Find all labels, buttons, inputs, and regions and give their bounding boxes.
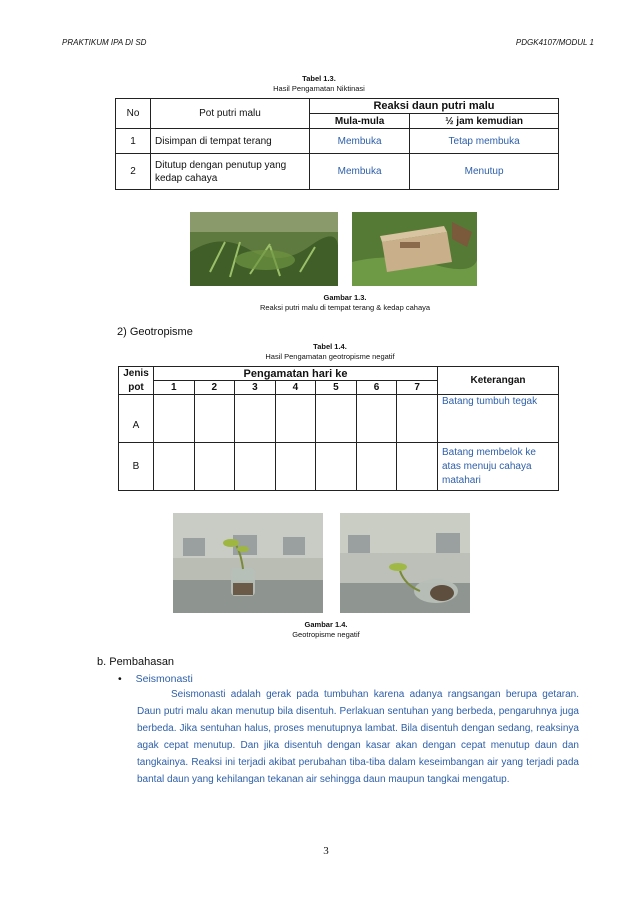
figure14-text: Geotropisme negatif <box>292 630 360 639</box>
section-pembahasan-heading: b. Pembahasan <box>97 656 175 668</box>
table14-header-day: 4 <box>275 381 316 395</box>
table13-cell-no: 1 <box>116 129 151 154</box>
table13-cell-pot: Ditutup dengan penutup yang kedap cahaya <box>151 154 310 190</box>
table-row <box>119 395 559 443</box>
running-header-left: PRAKTIKUM IPA DI SD <box>62 38 147 47</box>
figure14-caption <box>0 620 638 640</box>
table14-header-jenis: Jenis <box>119 367 154 381</box>
table14-subtitle: Hasil Pengamatan geotropisme negatif <box>265 352 395 361</box>
table13 <box>115 98 559 190</box>
table-row <box>116 129 559 154</box>
table13-header-reaksi: Reaksi daun putri malu <box>310 99 559 114</box>
table13-cell-mula: Membuka <box>310 154 410 190</box>
bullet-item <box>118 673 193 685</box>
body-paragraph: Seismonasti adalah gerak pada tumbuhan karena adanya rangsangan berupa getaran. Daun putri malu akan menutup bila disentuh. Perlakuan sentuhan yang berbeda, pengaruhnya juga berbeda. Jika sentuhan halus, proses menutupnya lambat. Bila disentuh dengan sedang, reaksinya agak cepat menutup. Dan jika disentuh dengan kasar akan dengan cepat menutup daun dan tangkainya. Reaksi ini terjadi akibat perubahan tiba-tiba dalam keseimbangan air yang terjadi pada bantal daun yang kehilangan tekanan air sehingga daun maupun tangkai mengatup. <box>137 689 579 785</box>
table14-caption <box>0 342 638 362</box>
table14-title: Tabel 1.4. <box>313 342 347 351</box>
table13-caption <box>0 74 638 94</box>
table13-header-jam: ½ jam kemudian <box>410 114 559 129</box>
table14-header-day: 2 <box>194 381 235 395</box>
table-row <box>116 154 559 190</box>
table14-cell-jenis: B <box>119 443 154 491</box>
table14-header-keterangan: Keterangan <box>438 367 559 395</box>
table13-cell-mula: Membuka <box>310 129 410 154</box>
figure13-text: Reaksi putri malu di tempat terang & kedap cahaya <box>259 303 431 312</box>
table13-cell-no: 2 <box>116 154 151 190</box>
bullet-label: Seismonasti <box>135 673 193 685</box>
putri-malu-terang-photo <box>190 212 338 286</box>
geotropisme-photo-1 <box>173 513 323 613</box>
figure13-caption <box>0 293 638 313</box>
table14-header-day: 7 <box>397 381 438 395</box>
table14-header-pengamatan: Pengamatan hari ke <box>154 367 438 381</box>
geotropisme-photo-2 <box>340 513 470 613</box>
section-geotropisme-heading: 2) Geotropisme <box>117 326 193 338</box>
figure13-title: Gambar 1.3. <box>323 293 367 302</box>
table13-subtitle: Hasil Pengamatan Niktinasi <box>273 84 365 93</box>
putri-malu-kedap-cahaya-photo <box>352 212 477 286</box>
table14-cell-jenis: A <box>119 395 154 443</box>
table14-header-day: 5 <box>316 381 357 395</box>
table14 <box>118 366 559 491</box>
table14-cell-keterangan: Batang membelok ke atas menuju cahaya matahari <box>438 443 559 491</box>
table14-header-day: 3 <box>235 381 276 395</box>
table13-cell-jam: Tetap membuka <box>410 129 559 154</box>
table13-cell-jam: Menutup <box>410 154 559 190</box>
table-row <box>119 443 559 491</box>
page-number: 3 <box>323 845 329 857</box>
table13-title: Tabel 1.3. <box>302 74 336 83</box>
table14-header-day: 1 <box>154 381 195 395</box>
table14-header-day: 6 <box>356 381 397 395</box>
table13-header-mula: Mula-mula <box>310 114 410 129</box>
table14-cell-keterangan: Batang tumbuh tegak <box>438 395 559 443</box>
figure14-title: Gambar 1.4. <box>304 620 348 629</box>
table14-header-pot: pot <box>119 381 154 395</box>
bullet-icon: • <box>118 673 122 685</box>
table13-cell-pot: Disimpan di tempat terang <box>151 129 310 154</box>
running-header-right: PDGK4107/MODUL 1 <box>515 38 594 47</box>
table13-header-pot: Pot putri malu <box>151 99 310 129</box>
table13-header-no: No <box>116 99 151 129</box>
